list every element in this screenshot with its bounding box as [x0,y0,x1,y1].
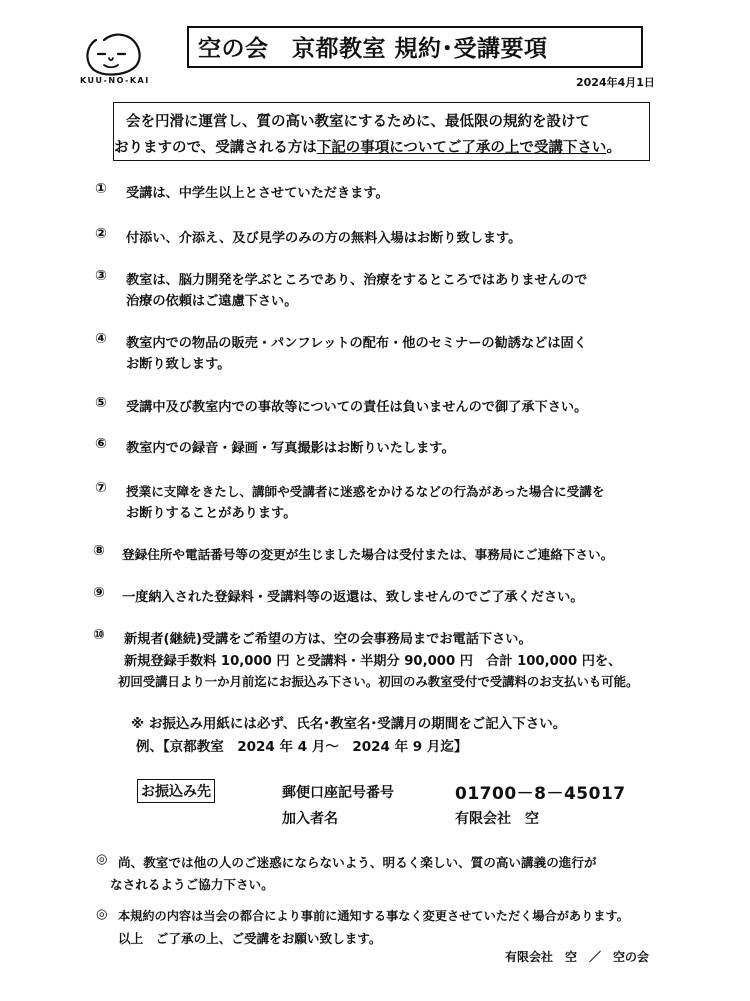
intro-line-2 [114,136,621,157]
item-number: ⑦ [95,480,107,496]
item-text: 受講中及び教室内での事故等についての責任は負いませんので御了承下さい。 [126,400,588,415]
item-text: 教室内での物品の販売・パンフレットの配布・他のセミナーの勧誘などは固く [126,336,587,351]
intro-line-2-end: 。 [606,140,621,156]
item-text: 教室は、脳力開発を学ぶところであり、治療をするところではありませんので [126,273,588,288]
holder-label: 加入者名 [282,811,338,827]
item-text: 新規登録手数料 10,000 円 と受講料・半期分 90,000 円 合計 100,000 円を、 [124,654,622,669]
intro-line-2-start: おりますので、受講される方は [114,140,317,156]
footer-note-text: 本規約の内容は当会の都合により事前に通知する事なく変更させていただく場合があります。 [118,909,629,923]
item-number: ③ [95,268,107,284]
footer-organization: 有限会社 空 ／ 空の会 [505,950,650,964]
account-label: 郵便口座記号番号 [282,785,394,801]
item-text: 教室内での録音・録画・写真撮影はお断りいたします。 [126,441,455,456]
item-number: ⑩ [93,627,105,643]
note-line-2: 例、【京都教室 2024 年 4 月～ 2024 年 9 月迄】 [136,739,468,755]
footer-note-mark: ◎ [96,852,108,867]
item-text: 治療の依頼はご遠慮下さい。 [126,294,298,309]
item-number: ⑧ [93,543,105,559]
item-text: 一度納入された登録料・受講料等の返還は、致しませんのでご了承ください。 [122,590,584,605]
item-text: 新規者(継続)受講をご希望の方は、空の会事務局までお電話下さい。 [124,632,532,647]
item-number: ⑨ [93,585,105,601]
page-title: 空の会 京都教室 規約･受講要項 [198,35,548,62]
account-number: 01700－8－45017 [455,784,626,804]
footer-note-text: なされるようご協力下さい。 [110,877,274,892]
item-number: ⑤ [95,395,107,411]
footer-note-mark: ◎ [96,907,108,922]
footer-note-text: 尚、教室では他の人のご迷惑にならないよう、明るく楽しい、質の高い講義の進行が [118,855,597,870]
item-text: 登録住所や電話番号等の変更が生じました場合は受付または、事務局にご連絡下さい。 [122,547,614,562]
item-number: ④ [95,331,107,347]
item-number: ① [95,181,107,197]
item-text: 初回受講日より一か月前迄にお振込み下さい。初回のみ教室受付で受講料のお支払いも可能。 [118,674,639,689]
item-text: 授業に支障をきたし、講師や受講者に迷惑をかけるなどの行為があった場合に受講を [126,484,605,499]
document-date: 2024年4月1日 [576,76,655,89]
note-line-1: ※ お振込み用紙には必ず、氏名･教室名･受講月の期間をご記入下さい。 [131,716,567,732]
item-text: 付添い、介添え、及び見学のみの方の無料入場はお断り致します。 [126,231,522,246]
footer-note-text: 以上 ご了承の上、ご受講をお願い致します。 [118,931,382,946]
item-number: ⑥ [95,436,107,452]
logo-text: KUU-NO-KAI [80,76,150,85]
item-text: お断り致します。 [126,357,231,372]
kuu-no-kai-logo [82,32,144,76]
item-number: ② [95,226,107,242]
remittance-label: お振込み先 [137,779,215,803]
intro-line-1: 会を円滑に運営し、質の高い教室にするために、最低限の規約を設けて [126,114,590,130]
item-text: 受講は、中学生以上とさせていただきます。 [126,186,389,201]
intro-line-2-underlined: 下記の事項についてご了承の上で受講下さい [316,140,607,156]
holder-name: 有限会社 空 [455,811,539,827]
item-text: お断りすることがあります。 [126,506,297,521]
